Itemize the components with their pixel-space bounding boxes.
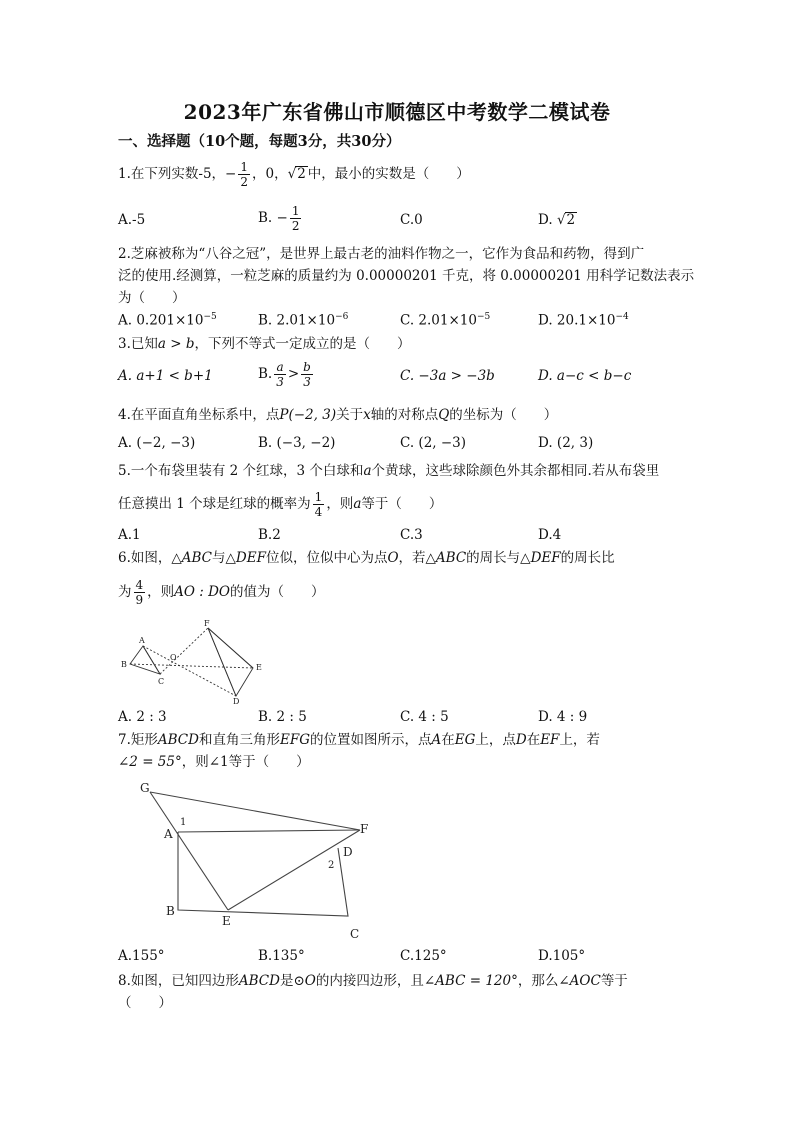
label-g: G [140, 781, 150, 795]
question-3-stem: 3.已知a > b，下列不等式一定成立的是（ ） [118, 336, 411, 352]
label-b: B [166, 904, 175, 918]
option-d[interactable]: D.4 [538, 527, 562, 543]
label-c: C [350, 927, 360, 941]
option-c[interactable]: C.0 [400, 212, 423, 228]
question-7-options [118, 948, 678, 970]
option-d[interactable]: D. √2 [538, 212, 576, 228]
question-5-line-2: 任意摸出 1 个球是红球的概率为 $\frac{1}{4}$ ，则a等于（ ） [118, 490, 443, 519]
option-b[interactable]: B.2 [258, 527, 281, 543]
question-7-line-1: 7.矩形ABCD和直角三角形EFG的位置如图所示，点A在EG上，点D在EF上，若 [118, 732, 600, 748]
question-6-options [118, 709, 678, 731]
label-f: F [204, 619, 210, 628]
label-d: D [343, 845, 353, 859]
question-8-line-1: 8.如图，已知四边形ABCD是⊙O的内接四边形，且∠ABC = 120°，那么∠AOC等于 [118, 973, 628, 989]
question-7-line-2: ∠2 = 55°，则∠1等于（ ） [118, 754, 310, 770]
label-f: F [360, 822, 369, 836]
label-a: A [164, 827, 173, 841]
question-5-line-1: 5.一个布袋里装有 2 个红球，3 个白球和a个黄球，这些球除颜色外其余都相同.若从布袋里 [118, 463, 660, 479]
section-heading: 一、选择题（10个题，每题3分，共30分） [118, 133, 401, 150]
option-c[interactable]: C.125° [400, 948, 447, 964]
label-e: E [222, 914, 231, 928]
label-b: B [121, 660, 127, 669]
label-e: E [256, 663, 262, 672]
option-a[interactable]: A. a+1 < b+1 [118, 368, 213, 384]
label-a: A [139, 636, 145, 645]
option-c[interactable]: C. 4 : 5 [400, 709, 449, 725]
option-b[interactable]: B. $2.01\times 10^{-6}$ [258, 312, 349, 329]
option-d[interactable]: D. 4 : 9 [538, 709, 588, 725]
question-1-stem: 1.在下列实数-5，− $\frac{1}{2}$ ，0，√2 中，最小的实数是（ ） [118, 160, 470, 189]
question-5-options [118, 527, 678, 549]
question-2-line-3: 为（ ） [118, 290, 186, 306]
option-d[interactable]: D. (2, 3) [538, 435, 594, 451]
option-c[interactable]: C.3 [400, 527, 423, 543]
question-2-line-1: 2.芝麻被称为“八谷之冠”，是世界上最古老的油料作物之一，它作为食品和药物，得到广 [118, 246, 645, 262]
page-title: 2023年广东省佛山市顺德区中考数学二模试卷 [183, 100, 611, 124]
label-c: C [158, 677, 165, 686]
option-b[interactable]: B. $\frac{a}{3}$ > $\frac{b}{3}$ [258, 360, 311, 389]
option-a[interactable]: A. 2 : 3 [118, 709, 167, 725]
question-6-line-2: 为 $\frac{4}{9}$ ，则AO : DO的值为（ ） [118, 578, 325, 607]
option-b[interactable]: B. (−3, −2) [258, 435, 336, 451]
option-a[interactable]: A.1 [118, 527, 141, 543]
option-b[interactable]: B. 2 : 5 [258, 709, 307, 725]
question-2-options [118, 312, 678, 334]
option-b[interactable]: B. − $\frac{1}{2}$ [258, 204, 300, 233]
fraction: $\frac{1}{2}$ [240, 160, 248, 189]
label-d: D [233, 697, 240, 706]
option-c[interactable]: C. $2.01\times 10^{-5}$ [400, 312, 491, 329]
option-d[interactable]: D. a−c < b−c [538, 368, 632, 384]
option-c[interactable]: C. −3a > −3b [400, 368, 495, 384]
question-4-stem: 4.在平面直角坐标系中，点P(−2, 3)关于x轴的对称点Q的坐标为（ ） [118, 407, 558, 423]
option-a[interactable]: A.-5 [118, 212, 146, 228]
option-c[interactable]: C. (2, −3) [400, 435, 467, 451]
option-b[interactable]: B.135° [258, 948, 305, 964]
label-angle-1: 1 [180, 817, 187, 828]
question-3-options [118, 360, 678, 390]
question-2-line-2: 泛的使用.经测算，一粒芝麻的质量约为 0.00000201 千克，将 0.00000201 用科学记数法表示 [118, 268, 695, 284]
question-8-line-2: （ ） [118, 995, 172, 1011]
question-7-figure [130, 778, 390, 946]
option-a[interactable]: A.155° [118, 948, 165, 964]
question-6-figure [118, 616, 268, 708]
option-a[interactable]: A. $0.201\times 10^{-5}$ [118, 312, 217, 329]
question-6-line-1: 6.如图，△ABC与△DEF位似，位似中心为点O，若△ABC的周长与△DEF的周长比 [118, 550, 615, 566]
question-1-options [118, 204, 678, 234]
label-angle-2: 2 [328, 860, 335, 871]
option-d[interactable]: D.105° [538, 948, 586, 964]
option-d[interactable]: D. $20.1\times 10^{-4}$ [538, 312, 629, 329]
question-4-options [118, 435, 678, 457]
option-a[interactable]: A. (−2, −3) [118, 435, 196, 451]
label-o: O [170, 653, 177, 662]
